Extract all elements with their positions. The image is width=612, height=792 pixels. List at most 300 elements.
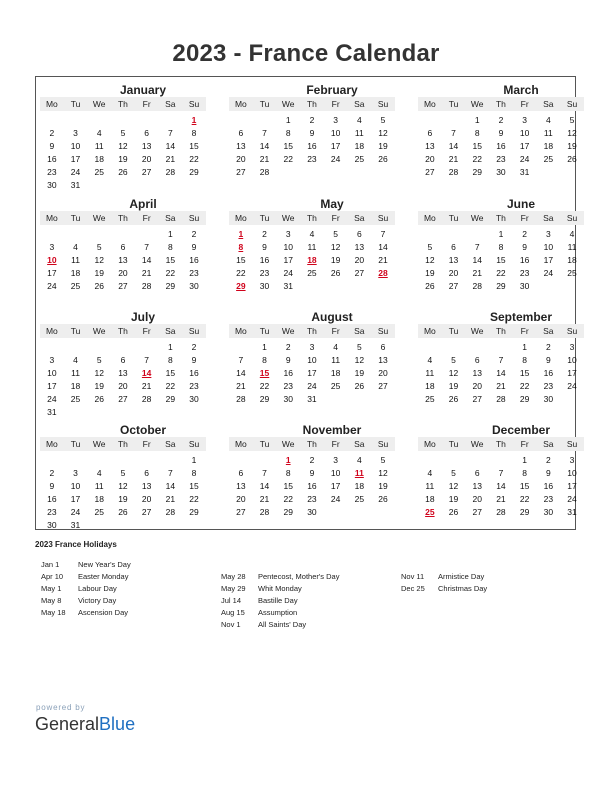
day-cell[interactable]: 6 [144, 128, 149, 138]
day-cell[interactable]: 11 [331, 355, 341, 365]
day-cell[interactable]: 11 [71, 368, 80, 378]
day-cell[interactable]: 3 [522, 115, 527, 125]
day-cell[interactable]: 25 [70, 281, 81, 291]
day-cell[interactable]: 24 [283, 268, 293, 278]
day-cell[interactable]: 4 [545, 115, 551, 125]
day-cell[interactable]: 4 [356, 455, 362, 465]
day-cell[interactable]: 13 [118, 255, 128, 265]
day-cell[interactable]: 9 [191, 242, 197, 252]
day-cell[interactable]: 30 [543, 507, 554, 517]
day-cell[interactable]: 6 [120, 355, 126, 365]
day-cell[interactable]: 20 [472, 494, 482, 504]
day-cell[interactable]: 22 [189, 154, 199, 164]
day-cell[interactable]: 7 [144, 355, 149, 365]
day-cell[interactable]: 20 [425, 154, 435, 164]
day-cell[interactable]: 14 [496, 368, 506, 378]
day-cell[interactable]: 28 [141, 394, 152, 404]
day-cell[interactable]: 13 [472, 368, 482, 378]
day-cell[interactable]: 1 [285, 115, 291, 125]
day-cell[interactable]: 3 [333, 115, 338, 125]
day-cell[interactable]: 6 [144, 468, 149, 478]
day-cell[interactable]: 19 [118, 154, 128, 164]
day-cell[interactable]: 5 [96, 355, 102, 365]
day-cell[interactable]: 4 [427, 355, 433, 365]
day-cell[interactable]: 27 [472, 507, 482, 517]
day-cell[interactable]: 25 [567, 268, 577, 278]
day-cell[interactable]: 15 [283, 481, 293, 491]
day-cell[interactable]: 3 [73, 128, 78, 138]
day-cell[interactable]: 25 [70, 394, 81, 404]
day-cell[interactable]: 14 [236, 368, 246, 378]
day-cell[interactable]: 13 [236, 141, 246, 151]
holiday-day[interactable]: 1 [285, 455, 291, 465]
day-cell[interactable]: 9 [49, 141, 55, 151]
day-cell[interactable]: 4 [96, 128, 102, 138]
day-cell[interactable]: 23 [307, 154, 317, 164]
day-cell[interactable]: 8 [262, 355, 267, 365]
day-cell[interactable]: 23 [307, 494, 317, 504]
day-cell[interactable]: 22 [259, 381, 270, 391]
day-cell[interactable]: 29 [519, 394, 530, 404]
day-cell[interactable]: 5 [380, 455, 386, 465]
day-cell[interactable]: 5 [120, 128, 126, 138]
day-cell[interactable]: 7 [238, 355, 244, 365]
day-cell[interactable]: 1 [167, 342, 173, 352]
day-cell[interactable]: 23 [543, 494, 554, 504]
day-cell[interactable]: 3 [309, 342, 315, 352]
day-cell[interactable]: 31 [283, 281, 293, 291]
day-cell[interactable]: 4 [333, 342, 338, 352]
day-cell[interactable]: 6 [474, 355, 480, 365]
day-cell[interactable]: 1 [167, 229, 173, 239]
day-cell[interactable]: 25 [543, 154, 554, 164]
day-cell[interactable]: 11 [71, 255, 80, 265]
day-cell[interactable]: 23 [189, 268, 199, 278]
day-cell[interactable]: 30 [307, 507, 317, 517]
day-cell[interactable]: 22 [283, 154, 293, 164]
day-cell[interactable]: 20 [118, 381, 128, 391]
day-cell[interactable]: 15 [236, 255, 246, 265]
day-cell[interactable]: 11 [425, 368, 435, 378]
day-cell[interactable]: 28 [472, 281, 482, 291]
day-cell[interactable]: 30 [543, 394, 554, 404]
day-cell[interactable]: 27 [378, 381, 388, 391]
day-cell[interactable]: 10 [307, 355, 317, 365]
day-cell[interactable]: 27 [354, 268, 365, 278]
day-cell[interactable]: 25 [354, 154, 365, 164]
day-cell[interactable]: 12 [448, 481, 459, 491]
day-cell[interactable]: 16 [283, 368, 293, 378]
day-cell[interactable]: 21 [236, 381, 246, 391]
day-cell[interactable]: 21 [141, 381, 152, 391]
day-cell[interactable]: 5 [356, 342, 362, 352]
day-cell[interactable]: 20 [118, 268, 128, 278]
day-cell[interactable]: 12 [330, 242, 341, 252]
day-cell[interactable]: 13 [141, 481, 152, 491]
day-cell[interactable]: 15 [519, 368, 530, 378]
day-cell[interactable]: 11 [543, 128, 553, 138]
day-cell[interactable]: 23 [496, 154, 506, 164]
day-cell[interactable]: 12 [94, 368, 104, 378]
day-cell[interactable]: 11 [94, 481, 104, 491]
day-cell[interactable]: 19 [94, 268, 104, 278]
day-cell[interactable]: 30 [496, 167, 506, 177]
day-cell[interactable]: 26 [330, 268, 341, 278]
day-cell[interactable]: 11 [425, 481, 435, 491]
day-cell[interactable]: 19 [378, 481, 388, 491]
day-cell[interactable]: 14 [165, 481, 176, 491]
day-cell[interactable]: 28 [496, 394, 506, 404]
day-cell[interactable]: 25 [94, 507, 104, 517]
day-cell[interactable]: 20 [354, 255, 365, 265]
day-cell[interactable]: 17 [567, 481, 577, 491]
day-cell[interactable]: 5 [96, 242, 102, 252]
day-cell[interactable]: 30 [283, 394, 293, 404]
day-cell[interactable]: 11 [354, 128, 364, 138]
day-cell[interactable]: 29 [165, 394, 176, 404]
day-cell[interactable]: 3 [49, 242, 55, 252]
day-cell[interactable]: 22 [472, 154, 482, 164]
day-cell[interactable]: 7 [262, 468, 267, 478]
day-cell[interactable]: 1 [522, 455, 527, 465]
day-cell[interactable]: 16 [47, 494, 57, 504]
day-cell[interactable]: 28 [165, 167, 176, 177]
day-cell[interactable]: 15 [472, 141, 482, 151]
day-cell[interactable]: 6 [238, 468, 244, 478]
day-cell[interactable]: 23 [283, 381, 293, 391]
day-cell[interactable]: 17 [47, 268, 57, 278]
day-cell[interactable]: 25 [425, 394, 435, 404]
day-cell[interactable]: 21 [472, 268, 482, 278]
day-cell[interactable]: 21 [259, 154, 270, 164]
holiday-day[interactable]: 11 [354, 468, 364, 478]
day-cell[interactable]: 5 [427, 242, 433, 252]
day-cell[interactable]: 9 [545, 468, 551, 478]
day-cell[interactable]: 17 [567, 368, 577, 378]
day-cell[interactable]: 10 [330, 128, 341, 138]
day-cell[interactable]: 21 [378, 255, 388, 265]
day-cell[interactable]: 10 [330, 468, 341, 478]
day-cell[interactable]: 15 [189, 481, 199, 491]
day-cell[interactable]: 13 [472, 481, 482, 491]
day-cell[interactable]: 10 [70, 141, 81, 151]
day-cell[interactable]: 31 [47, 407, 57, 417]
day-cell[interactable]: 30 [189, 394, 199, 404]
day-cell[interactable]: 8 [285, 128, 291, 138]
day-cell[interactable]: 1 [191, 455, 197, 465]
day-cell[interactable]: 17 [47, 381, 57, 391]
day-cell[interactable]: 5 [569, 115, 575, 125]
day-cell[interactable]: 29 [283, 507, 293, 517]
day-cell[interactable]: 9 [309, 128, 315, 138]
day-cell[interactable]: 16 [307, 141, 317, 151]
day-cell[interactable]: 9 [191, 355, 197, 365]
day-cell[interactable]: 20 [236, 494, 246, 504]
day-cell[interactable]: 27 [448, 281, 459, 291]
day-cell[interactable]: 26 [448, 394, 459, 404]
holiday-day[interactable]: 8 [238, 242, 244, 252]
day-cell[interactable]: 3 [285, 229, 291, 239]
brand-logo[interactable] [35, 714, 135, 735]
day-cell[interactable]: 12 [118, 481, 128, 491]
day-cell[interactable]: 19 [330, 255, 341, 265]
day-cell[interactable]: 14 [259, 141, 270, 151]
day-cell[interactable]: 12 [354, 355, 365, 365]
day-cell[interactable]: 24 [307, 381, 317, 391]
day-cell[interactable]: 29 [189, 507, 199, 517]
day-cell[interactable]: 13 [118, 368, 128, 378]
day-cell[interactable]: 23 [47, 507, 57, 517]
day-cell[interactable]: 8 [191, 128, 197, 138]
day-cell[interactable]: 7 [144, 242, 149, 252]
day-cell[interactable]: 16 [543, 481, 554, 491]
day-cell[interactable]: 15 [283, 141, 293, 151]
day-cell[interactable]: 22 [165, 268, 176, 278]
day-cell[interactable]: 1 [474, 115, 480, 125]
day-cell[interactable]: 3 [333, 455, 338, 465]
day-cell[interactable]: 10 [47, 368, 57, 378]
day-cell[interactable]: 3 [545, 229, 551, 239]
day-cell[interactable]: 22 [189, 494, 199, 504]
day-cell[interactable]: 3 [569, 455, 575, 465]
day-cell[interactable]: 8 [522, 355, 527, 365]
day-cell[interactable]: 12 [378, 468, 388, 478]
day-cell[interactable]: 31 [519, 167, 530, 177]
day-cell[interactable]: 6 [238, 128, 244, 138]
day-cell[interactable]: 17 [307, 368, 317, 378]
day-cell[interactable]: 6 [427, 128, 433, 138]
day-cell[interactable]: 27 [118, 394, 128, 404]
day-cell[interactable]: 20 [141, 154, 152, 164]
day-cell[interactable]: 30 [189, 281, 199, 291]
holiday-day[interactable]: 18 [307, 255, 317, 265]
day-cell[interactable]: 2 [262, 229, 267, 239]
holiday-day[interactable]: 15 [259, 368, 270, 378]
day-cell[interactable]: 4 [356, 115, 362, 125]
day-cell[interactable]: 21 [259, 494, 270, 504]
day-cell[interactable]: 26 [118, 167, 128, 177]
day-cell[interactable]: 10 [283, 242, 293, 252]
day-cell[interactable]: 5 [120, 468, 126, 478]
day-cell[interactable]: 17 [283, 255, 293, 265]
day-cell[interactable]: 7 [498, 468, 504, 478]
day-cell[interactable]: 6 [380, 342, 386, 352]
day-cell[interactable]: 9 [285, 355, 291, 365]
day-cell[interactable]: 20 [472, 381, 482, 391]
day-cell[interactable]: 2 [49, 468, 55, 478]
day-cell[interactable]: 17 [330, 141, 341, 151]
day-cell[interactable]: 26 [94, 281, 104, 291]
day-cell[interactable]: 9 [49, 481, 55, 491]
day-cell[interactable]: 4 [73, 355, 78, 365]
day-cell[interactable]: 25 [330, 381, 341, 391]
day-cell[interactable]: 16 [47, 154, 57, 164]
day-cell[interactable]: 11 [567, 242, 577, 252]
day-cell[interactable]: 10 [70, 481, 81, 491]
day-cell[interactable]: 8 [285, 468, 291, 478]
day-cell[interactable]: 21 [141, 268, 152, 278]
day-cell[interactable]: 10 [519, 128, 530, 138]
day-cell[interactable]: 24 [70, 167, 81, 177]
day-cell[interactable]: 19 [425, 268, 435, 278]
holiday-day[interactable]: 10 [47, 255, 57, 265]
day-cell[interactable]: 26 [378, 154, 388, 164]
day-cell[interactable]: 12 [94, 255, 104, 265]
day-cell[interactable]: 19 [448, 494, 459, 504]
day-cell[interactable]: 2 [545, 342, 551, 352]
holiday-day[interactable]: 1 [238, 229, 244, 239]
day-cell[interactable]: 8 [474, 128, 480, 138]
day-cell[interactable]: 7 [167, 128, 173, 138]
day-cell[interactable]: 30 [259, 281, 270, 291]
day-cell[interactable]: 24 [47, 281, 57, 291]
day-cell[interactable]: 15 [165, 255, 176, 265]
day-cell[interactable]: 13 [354, 242, 365, 252]
day-cell[interactable]: 22 [165, 381, 176, 391]
day-cell[interactable]: 20 [141, 494, 152, 504]
day-cell[interactable]: 28 [236, 394, 246, 404]
day-cell[interactable]: 16 [496, 141, 506, 151]
holiday-day[interactable]: 28 [378, 268, 388, 278]
day-cell[interactable]: 21 [496, 494, 506, 504]
day-cell[interactable]: 14 [472, 255, 482, 265]
day-cell[interactable]: 10 [567, 468, 577, 478]
day-cell[interactable]: 31 [307, 394, 317, 404]
day-cell[interactable]: 28 [259, 167, 270, 177]
day-cell[interactable]: 23 [543, 381, 554, 391]
day-cell[interactable]: 14 [165, 141, 176, 151]
day-cell[interactable]: 2 [309, 455, 315, 465]
day-cell[interactable]: 28 [141, 281, 152, 291]
day-cell[interactable]: 18 [354, 141, 365, 151]
day-cell[interactable]: 2 [191, 229, 197, 239]
day-cell[interactable]: 24 [47, 394, 57, 404]
day-cell[interactable]: 13 [448, 255, 459, 265]
day-cell[interactable]: 18 [70, 381, 81, 391]
day-cell[interactable]: 15 [189, 141, 199, 151]
day-cell[interactable]: 3 [569, 342, 575, 352]
day-cell[interactable]: 7 [262, 128, 267, 138]
day-cell[interactable]: 8 [191, 468, 197, 478]
day-cell[interactable]: 22 [519, 381, 530, 391]
day-cell[interactable]: 8 [522, 468, 527, 478]
day-cell[interactable]: 3 [49, 355, 55, 365]
day-cell[interactable]: 12 [118, 141, 128, 151]
day-cell[interactable]: 31 [567, 507, 577, 517]
holiday-day[interactable]: 25 [425, 507, 435, 517]
day-cell[interactable]: 6 [120, 242, 126, 252]
day-cell[interactable]: 12 [378, 128, 388, 138]
day-cell[interactable]: 14 [141, 255, 152, 265]
day-cell[interactable]: 16 [519, 255, 530, 265]
day-cell[interactable]: 12 [567, 128, 577, 138]
day-cell[interactable]: 4 [96, 468, 102, 478]
day-cell[interactable]: 13 [378, 355, 388, 365]
day-cell[interactable]: 9 [545, 355, 551, 365]
day-cell[interactable]: 22 [236, 268, 246, 278]
day-cell[interactable]: 9 [262, 242, 267, 252]
day-cell[interactable]: 6 [474, 468, 480, 478]
day-cell[interactable]: 24 [330, 494, 341, 504]
day-cell[interactable]: 14 [448, 141, 459, 151]
day-cell[interactable]: 2 [49, 128, 55, 138]
day-cell[interactable]: 3 [73, 468, 78, 478]
day-cell[interactable]: 13 [425, 141, 435, 151]
day-cell[interactable]: 7 [380, 229, 386, 239]
day-cell[interactable]: 18 [94, 494, 104, 504]
day-cell[interactable]: 20 [236, 154, 246, 164]
day-cell[interactable]: 7 [451, 128, 456, 138]
day-cell[interactable]: 18 [94, 154, 104, 164]
day-cell[interactable]: 23 [259, 268, 270, 278]
day-cell[interactable]: 27 [236, 507, 246, 517]
day-cell[interactable]: 4 [73, 242, 78, 252]
day-cell[interactable]: 26 [378, 494, 388, 504]
day-cell[interactable]: 30 [47, 520, 57, 530]
day-cell[interactable]: 5 [380, 115, 386, 125]
day-cell[interactable]: 6 [451, 242, 456, 252]
holiday-day[interactable]: 14 [141, 368, 152, 378]
day-cell[interactable]: 16 [189, 255, 199, 265]
day-cell[interactable]: 10 [567, 355, 577, 365]
day-cell[interactable]: 18 [567, 255, 577, 265]
day-cell[interactable]: 27 [118, 281, 128, 291]
day-cell[interactable]: 25 [354, 494, 365, 504]
day-cell[interactable]: 17 [70, 494, 81, 504]
day-cell[interactable]: 27 [141, 507, 152, 517]
day-cell[interactable]: 7 [474, 242, 480, 252]
day-cell[interactable]: 24 [330, 154, 341, 164]
day-cell[interactable]: 5 [451, 468, 456, 478]
day-cell[interactable]: 22 [519, 494, 530, 504]
day-cell[interactable]: 19 [567, 141, 577, 151]
day-cell[interactable]: 29 [165, 281, 176, 291]
holiday-day[interactable]: 1 [191, 115, 197, 125]
day-cell[interactable]: 23 [189, 381, 199, 391]
day-cell[interactable]: 21 [165, 154, 176, 164]
day-cell[interactable]: 9 [498, 128, 504, 138]
day-cell[interactable]: 28 [165, 507, 176, 517]
holiday-day[interactable]: 29 [236, 281, 246, 291]
day-cell[interactable]: 4 [569, 229, 575, 239]
day-cell[interactable]: 29 [472, 167, 482, 177]
day-cell[interactable]: 2 [545, 455, 551, 465]
day-cell[interactable]: 14 [259, 481, 270, 491]
day-cell[interactable]: 11 [94, 141, 104, 151]
day-cell[interactable]: 22 [496, 268, 506, 278]
day-cell[interactable]: 25 [307, 268, 317, 278]
day-cell[interactable]: 26 [118, 507, 128, 517]
day-cell[interactable]: 21 [165, 494, 176, 504]
day-cell[interactable]: 8 [167, 355, 173, 365]
day-cell[interactable]: 31 [70, 180, 81, 190]
day-cell[interactable]: 24 [543, 268, 554, 278]
day-cell[interactable]: 26 [567, 154, 577, 164]
day-cell[interactable]: 29 [519, 507, 530, 517]
day-cell[interactable]: 21 [496, 381, 506, 391]
day-cell[interactable]: 18 [425, 381, 435, 391]
day-cell[interactable]: 12 [448, 368, 459, 378]
day-cell[interactable]: 16 [189, 368, 199, 378]
day-cell[interactable]: 19 [354, 368, 365, 378]
day-cell[interactable]: 16 [307, 481, 317, 491]
day-cell[interactable]: 27 [472, 394, 482, 404]
day-cell[interactable]: 26 [448, 507, 459, 517]
day-cell[interactable]: 8 [167, 242, 173, 252]
day-cell[interactable]: 29 [496, 281, 506, 291]
day-cell[interactable]: 26 [354, 381, 365, 391]
day-cell[interactable]: 31 [70, 520, 81, 530]
